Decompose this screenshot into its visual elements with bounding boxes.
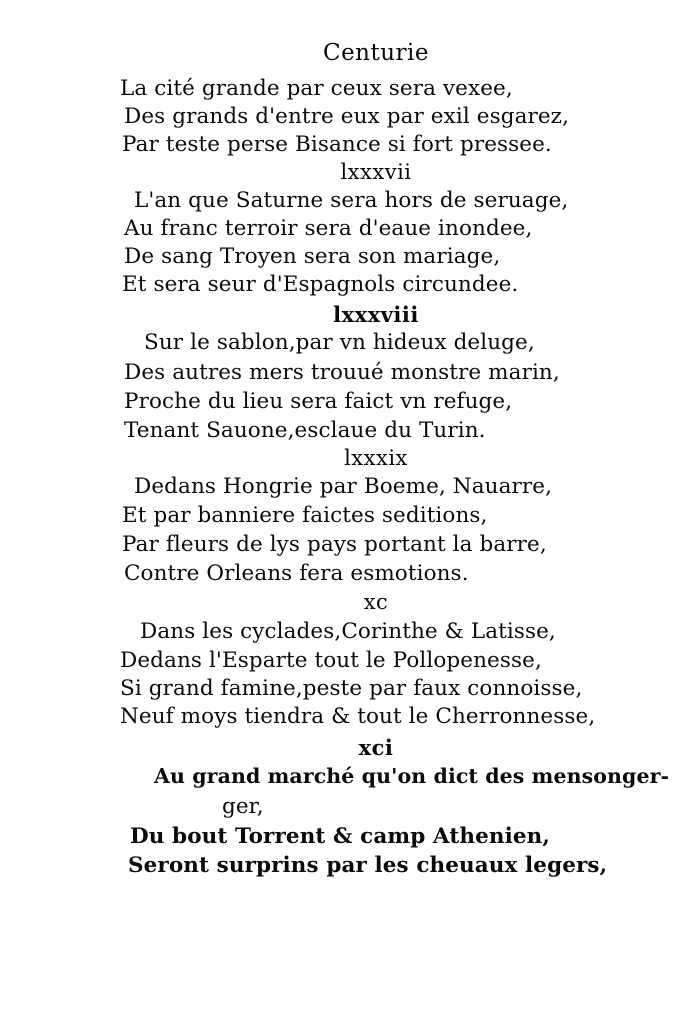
verse-line: ger, (222, 794, 264, 819)
quatrain-number: lxxxvii (340, 160, 412, 184)
verse-line: Par fleurs de lys pays portant la barre, (122, 532, 547, 557)
verse-line: Contre Orleans fera esmotions. (124, 561, 469, 586)
verse-line: Par teste perse Bisance si fort pressee. (122, 132, 552, 157)
verse-line: Tenant Sauone,esclaue du Turin. (124, 418, 486, 443)
verse-line: Et par banniere faictes seditions, (122, 503, 488, 528)
verse-line: Au franc terroir sera d'eaue inondee, (124, 216, 533, 241)
quatrain-number: lxxxviii (333, 302, 419, 327)
quatrain-number: xci (358, 735, 394, 760)
verse-line: Sur le sablon,par vn hideux deluge, (144, 330, 535, 355)
verse-line: Dedans Hongrie par Boeme, Nauarre, (134, 474, 553, 499)
verse-line: Neuf moys tiendra & tout le Cherronnesse, (120, 704, 596, 729)
verse-line: Du bout Torrent & camp Athenien, (130, 824, 550, 849)
quatrain-number: lxxxix (344, 446, 408, 470)
verse-line: Seront surprins par les cheuaux legers, (128, 853, 608, 878)
verse-line: Proche du lieu sera faict vn refuge, (124, 389, 513, 414)
running-header: Centurie (322, 40, 430, 66)
verse-line: La cité grande par ceux sera vexee, (120, 76, 513, 101)
verse-line: Dedans l'Esparte tout le Pollopenesse, (120, 648, 542, 673)
verse-line: Des grands d'entre eux par exil esgarez, (124, 104, 570, 129)
verse-line: Au grand marché qu'on dict des mensonger- (154, 764, 670, 788)
verse-line: Des autres mers trouué monstre marin, (124, 360, 560, 385)
verse-line: L'an que Saturne sera hors de seruage, (134, 188, 569, 213)
verse-line: Et sera seur d'Espagnols circundee. (122, 272, 519, 297)
verse-line: Dans les cyclades,Corinthe & Latisse, (140, 619, 556, 644)
verse-line: Si grand famine,peste par faux connoisse, (120, 676, 583, 701)
verse-line: De sang Troyen sera son mariage, (124, 244, 501, 269)
quatrain-number: xc (363, 590, 389, 614)
